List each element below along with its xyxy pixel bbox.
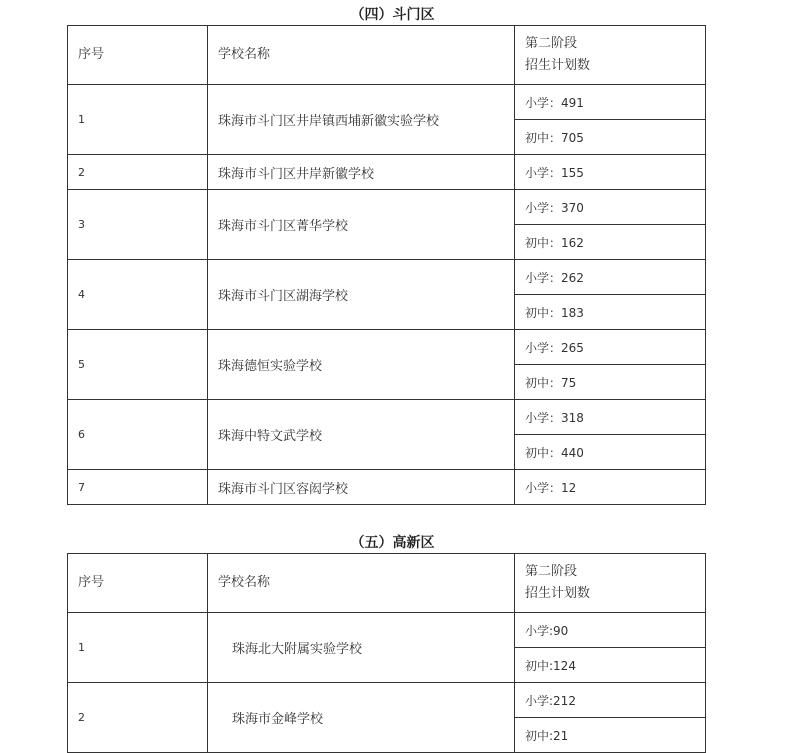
gaoxin-enrollment-table	[67, 553, 706, 753]
section-title-doumen: （四）斗门区	[350, 7, 435, 23]
row-seq: 4	[68, 260, 208, 330]
table-row	[68, 330, 706, 365]
school-name: 珠海市金峰学校	[208, 683, 515, 753]
school-name: 珠海市斗门区湖海学校	[208, 260, 515, 330]
table-row	[68, 470, 706, 505]
plan-primary: 小学：491	[515, 85, 706, 120]
table-header-row	[68, 26, 706, 85]
plan-primary: 小学：370	[515, 190, 706, 225]
table-header-row	[68, 554, 706, 613]
section-title-gaoxin: （五）高新区	[350, 535, 435, 551]
header-school-name: 学校名称	[208, 26, 515, 85]
table-row	[68, 155, 706, 190]
table-row	[68, 613, 706, 648]
row-seq: 1	[68, 85, 208, 155]
plan-primary: 小学:90	[515, 613, 706, 648]
row-seq: 1	[68, 613, 208, 683]
table-row	[68, 683, 706, 718]
plan-junior: 初中：705	[515, 120, 706, 155]
school-name: 珠海市斗门区容闳学校	[208, 470, 515, 505]
plan-junior: 初中：440	[515, 435, 706, 470]
row-seq: 2	[68, 155, 208, 190]
plan-primary: 小学:212	[515, 683, 706, 718]
table-row	[68, 85, 706, 120]
header-plan-line2: 招生计划数	[525, 58, 591, 73]
table-row	[68, 190, 706, 225]
row-seq: 7	[68, 470, 208, 505]
plan-primary: 小学：12	[515, 470, 706, 505]
school-name: 珠海市斗门区菁华学校	[208, 190, 515, 260]
header-plan	[515, 554, 706, 613]
header-seq: 序号	[68, 554, 208, 613]
header-plan-line1: 第二阶段	[525, 564, 578, 579]
plan-junior: 初中:21	[515, 718, 706, 753]
plan-primary: 小学：155	[515, 155, 706, 190]
plan-junior: 初中:124	[515, 648, 706, 683]
row-seq: 5	[68, 330, 208, 400]
school-name: 珠海市斗门区井岸新徽学校	[208, 155, 515, 190]
plan-primary: 小学：265	[515, 330, 706, 365]
header-plan-line1: 第二阶段	[525, 36, 578, 51]
header-seq: 序号	[68, 26, 208, 85]
header-plan-line2: 招生计划数	[525, 586, 591, 601]
plan-junior: 初中：75	[515, 365, 706, 400]
plan-junior: 初中：162	[515, 225, 706, 260]
plan-primary: 小学：318	[515, 400, 706, 435]
table-row	[68, 400, 706, 435]
row-seq: 2	[68, 683, 208, 753]
header-school-name: 学校名称	[208, 554, 515, 613]
school-name: 珠海中特文武学校	[208, 400, 515, 470]
doumen-enrollment-table	[67, 25, 706, 505]
table-row	[68, 260, 706, 295]
header-plan	[515, 26, 706, 85]
row-seq: 3	[68, 190, 208, 260]
school-name: 珠海北大附属实验学校	[208, 613, 515, 683]
plan-junior: 初中：183	[515, 295, 706, 330]
row-seq: 6	[68, 400, 208, 470]
school-name: 珠海德恒实验学校	[208, 330, 515, 400]
school-name: 珠海市斗门区井岸镇西埔新徽实验学校	[208, 85, 515, 155]
plan-primary: 小学：262	[515, 260, 706, 295]
